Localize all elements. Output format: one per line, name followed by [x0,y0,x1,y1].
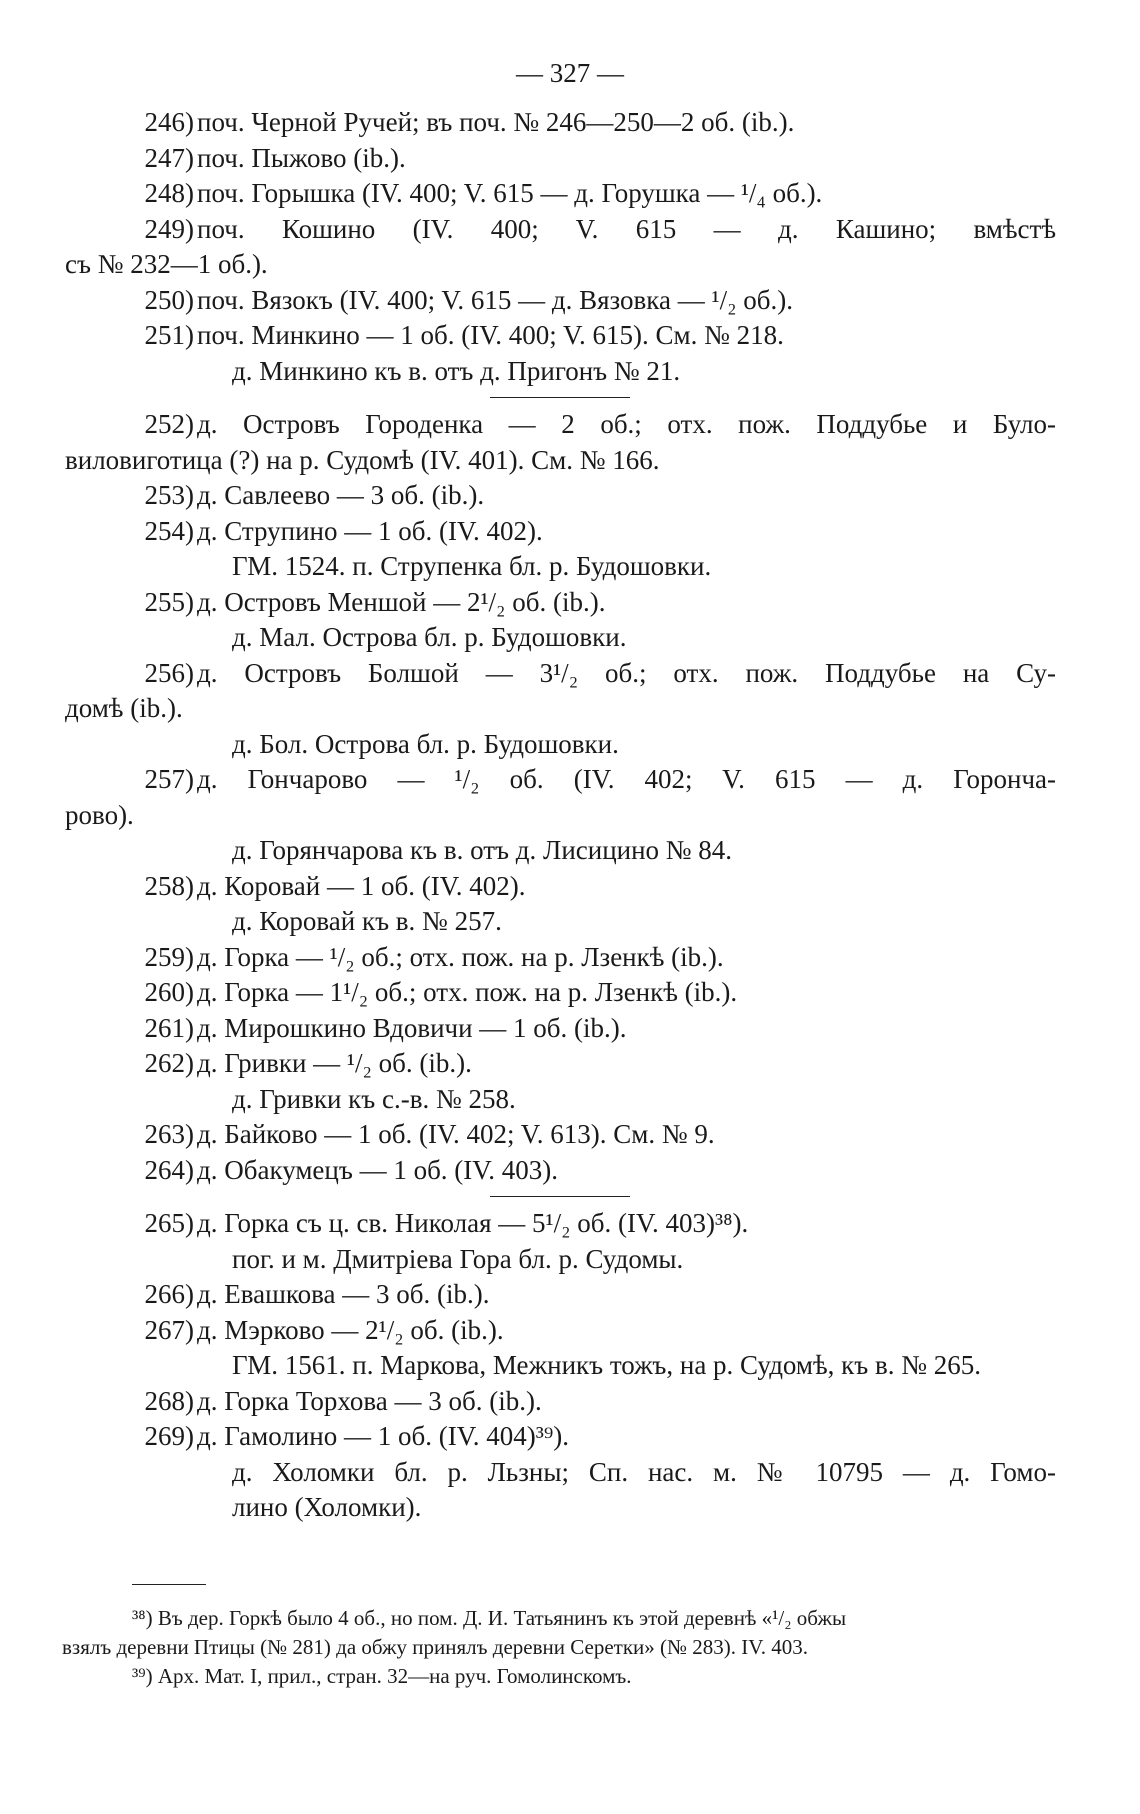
entry-number: 265) [144,1208,194,1238]
entry-text: д. Мэрково — 2¹/₂ об. (ib.). [197,1314,504,1345]
entry-text: д. Горка — 1¹/₂ об.; отх. пож. на р. Лзенкѣ (ib.). [197,977,738,1007]
entry-line [0,1206,1140,1242]
entry-text: д. Холомки бл. р. Льзны; Сп. нас. м. № 10795 — д. Гомо- [232,1456,1056,1487]
entry-continuation-line [0,247,1140,283]
entry-text: съ № 232—1 об.). [65,249,268,279]
entry-line [0,176,1140,212]
entry-text: д. Гривки къ с.-в. № 258. [232,1083,516,1114]
entry-text: д. Горка — ¹/₂ об.; отх. пож. на р. Лзенкѣ (ib.). [197,941,724,972]
entry-text: поч. Минкино — 1 об. (IV. 400; V. 615). См. № 218. [197,320,784,350]
entry-note-line [0,904,1140,940]
entry-text: д. Обакумецъ — 1 об. (IV. 403). [197,1154,559,1185]
entry-line [0,1117,1140,1153]
entry-number: 256) [144,657,194,688]
entry-text: д. Евашкова — 3 об. (ib.). [197,1279,490,1309]
entry-note-line [0,549,1140,585]
entry-line [0,1313,1140,1349]
entry-line [0,1011,1140,1047]
entry-text: поч. Черной Ручей; въ поч. № 246—250—2 об. (ib.). [197,107,795,137]
section-divider [0,1188,1140,1206]
footnote-39: ³⁹) Арх. Мат. I, прил., стран. 32—на руч. Гомолинскомъ. [132,1664,632,1688]
entry-continuation-line [0,443,1140,479]
entry-number: 252) [144,409,194,439]
entry-note-line [0,1242,1140,1278]
entries-list [0,105,1140,1526]
entry-number: 254) [144,515,194,546]
entry-text: поч. Кошино (IV. 400; V. 615 — д. Кашино; вмѣстѣ [197,213,1056,244]
entry-text: поч. Вязокъ (IV. 400; V. 615 — д. Вязовка — ¹/₂ об.). [197,284,793,315]
entry-line [0,975,1140,1011]
entry-continuation-line [0,798,1140,834]
entry-line [0,1277,1140,1313]
entry-text: д. Гривки — ¹/₂ об. (ib.). [197,1048,472,1078]
entry-line [0,762,1140,798]
entry-number: 261) [144,1012,194,1043]
entry-text: д. Коровай — 1 об. (IV. 402). [197,870,526,901]
entry-number: 258) [144,870,194,901]
entry-number: 246) [144,107,194,137]
entry-number: 251) [144,320,194,350]
entry-number: 268) [144,1385,194,1416]
entry-number: 263) [144,1119,194,1149]
entry-number: 257) [144,764,194,794]
entry-number: 255) [144,586,194,617]
entry-continuation-line [0,691,1140,727]
entry-text: пог. и м. Дмитріева Гора бл. р. Судомы. [232,1243,684,1274]
entry-number: 264) [144,1154,194,1185]
entry-text: д. Минкино къ в. отъ д. Пригонъ № 21. [232,355,681,386]
entry-text: рово). [65,799,134,830]
entry-line [0,656,1140,692]
entry-text: д. Горянчарова къ в. отъ д. Лисицино № 84. [232,835,733,865]
entry-text: д. Горка Торхова — 3 об. (ib.). [197,1385,542,1416]
entry-text: ГМ. 1524. п. Струпенка бл. р. Будошовки. [232,551,712,581]
entry-text: д. Островъ Болшой — 3¹/₂ об.; отх. пож. Поддубье на Су- [197,657,1056,688]
entry-number: 247) [144,142,194,173]
entry-text: домѣ (ib.). [65,693,183,723]
entry-text: д. Островъ Меншой — 2¹/₂ об. (ib.). [197,586,606,617]
entry-text: д. Островъ Городенка — 2 об.; отх. пож. Поддубье и Було- [197,409,1056,439]
entry-line [0,940,1140,976]
entry-text: поч. Пыжово (ib.). [197,142,406,173]
entry-number: 269) [144,1421,194,1451]
entry-number: 248) [144,178,194,208]
entry-note-line [0,1455,1140,1491]
entry-text: ГМ. 1561. п. Маркова, Межникъ тожъ, на р. Судомѣ, къ в. № 265. [232,1350,981,1380]
footnote-38-line-2: взялъ деревни Птицы (№ 281) да обжу принялъ деревни Серетки» (№ 283). IV. 403. [62,1635,808,1659]
entry-text: д. Горка съ ц. св. Николая — 5¹/₂ об. (IV. 403)³⁸). [197,1208,749,1238]
entry-note-line [0,1490,1140,1526]
entry-line [0,318,1140,354]
entry-note-line [0,354,1140,390]
entry-number: 259) [144,941,194,972]
entry-line [0,514,1140,550]
entry-text: д. Гамолино — 1 об. (IV. 404)³⁹). [197,1421,569,1451]
entry-number: 266) [144,1279,194,1309]
entry-line [0,869,1140,905]
entry-number: 267) [144,1314,194,1345]
entry-number: 260) [144,977,194,1007]
entry-line [0,283,1140,319]
entry-line [0,141,1140,177]
entry-number: 249) [144,213,194,244]
entry-line [0,407,1140,443]
entry-text: д. Байково — 1 об. (IV. 402; V. 613). См. № 9. [197,1119,715,1149]
entry-line [0,1046,1140,1082]
entry-number: 250) [144,284,194,315]
entry-text: д. Гончарово — ¹/₂ об. (IV. 402; V. 615 — д. Горонча- [197,764,1056,794]
section-divider [0,389,1140,407]
footnote-38-line-1: ³⁸) Въ дер. Горкѣ было 4 об., но пом. Д. И. Татьянинъ къ этой деревнѣ «¹/₂ обжы [132,1606,847,1630]
entry-text: д. Коровай къ в. № 257. [232,906,502,936]
entry-text: д. Мирошкино Вдовичи — 1 об. (ib.). [197,1012,627,1043]
entry-text: виловиготица (?) на р. Судомѣ (IV. 401). См. № 166. [65,444,660,475]
page-number: — 327 — [516,58,624,88]
entry-text: д. Бол. Острова бл. р. Будошовки. [232,728,619,759]
entry-line [0,585,1140,621]
entry-note-line [0,1082,1140,1118]
entry-text: поч. Горышка (IV. 400; V. 615 — д. Горушка — ¹/₄ об.). [197,178,823,208]
footnote-separator [132,1584,206,1585]
entry-note-line [0,1348,1140,1384]
entry-number: 262) [144,1048,194,1078]
entry-line [0,1384,1140,1420]
entry-text: д. Савлеево — 3 об. (ib.). [197,480,485,510]
entry-line [0,105,1140,141]
entry-line [0,1153,1140,1189]
entry-number: 253) [144,480,194,510]
entry-text: д. Струпино — 1 об. (IV. 402). [197,515,543,546]
entry-note-line [0,620,1140,656]
entry-line [0,1419,1140,1455]
entry-text: лино (Холомки). [232,1492,422,1522]
entry-note-line [0,727,1140,763]
entry-note-line [0,833,1140,869]
entry-line [0,478,1140,514]
entry-text: д. Мал. Острова бл. р. Будошовки. [232,622,627,652]
entry-line [0,212,1140,248]
